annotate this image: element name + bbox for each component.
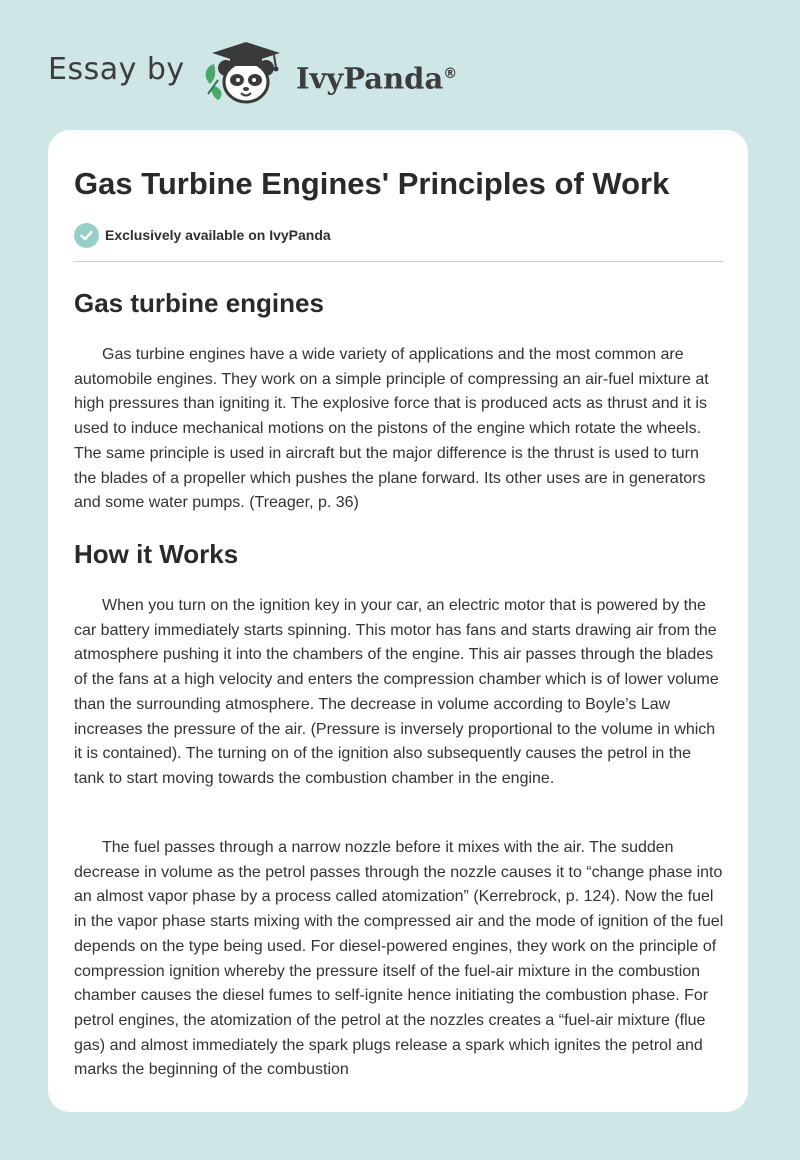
essay-by-label: Essay by: [48, 52, 185, 87]
brand-name: [296, 54, 457, 99]
registered-mark: ®: [443, 66, 458, 82]
section-heading-how-it-works: How it Works: [74, 539, 239, 569]
paragraph: When you turn on the ignition key in your car, an electric motor that is powered by the car battery immediately starts spinning. This motor has fans and starts drawing air from the atmosphere pushing it into the chambers of the engine. This air passes through the blades of the fans at a high velocity and enters the compression chamber which is of lower volume than the surrounding atmosphere. The decrease in volume according to Boyle’s Law increases the pressure of the air. (Pressure is inversely proportional to the volume in which it is contained). The turning on of the ignition also subsequently causes the petrol in the tank to start moving towards the combustion chamber in the engine.: [74, 597, 719, 787]
site-header: [0, 0, 800, 130]
page-title: Gas Turbine Engines' Principles of Work: [74, 166, 670, 201]
paragraph: Gas turbine engines have a wide variety of applications and the most common are automobile engines. They work on a simple principle of compressing an air-fuel mixture at high pressures than igniting it. The explosive force that is produced acts as thrust and it is used to induce mechanical motions on the pistons of the engine which rotate the wheels. The same principle is used in aircraft but the major difference is the thrust is used to turn the blades of a propeller which pushes the plane forward. Its other uses are in generators and some water pumps. (Treager, p. 36): [74, 346, 709, 512]
section-heading-gas-turbine-engines: Gas turbine engines: [74, 288, 324, 318]
paragraph: The fuel passes through a narrow nozzle before it mixes with the air. The sudden decrease in volume as the petrol passes through the nozzle causes it to “change phase into an almost vapor phase by a process called atomization” (Kerrebrock, p. 124). Now the fuel in the vapor phase starts mixing with the compressed air and the mode of ignition of the fuel depends on the type being used. For diesel-powered engines, they work on the principle of compression ignition whereby the pressure itself of the fuel-air mixture in the combustion chamber causes the diesel fumes to self-ignite hence initiating the combustion phase. For petrol engines, the atomization of the petrol at the nozzles creates a “fuel-air mixture (flue gas) and almost immediately the spark plugs release a spark which ignites the petrol and marks the beginning of the combustion: [74, 839, 724, 1079]
exclusive-label: Exclusively available on IvyPanda: [105, 227, 331, 243]
title-divider: [74, 261, 724, 262]
exclusive-badge: [74, 222, 331, 248]
checkmark-glyph: [80, 230, 93, 241]
essay-card: [48, 130, 748, 1112]
brand-text: IvyPanda: [296, 61, 444, 96]
check-icon: [74, 223, 99, 248]
panda-logo-icon: [200, 36, 292, 108]
